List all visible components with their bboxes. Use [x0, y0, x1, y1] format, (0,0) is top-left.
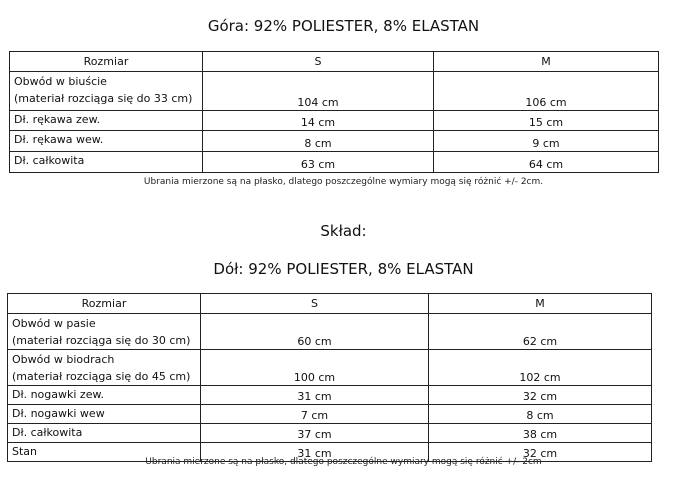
value-m	[429, 424, 652, 443]
row-label-line: Obwód w biodrach	[12, 353, 115, 366]
row-label	[10, 111, 203, 131]
table-row	[10, 152, 659, 173]
table-row	[10, 72, 659, 111]
bottom-size-table	[7, 293, 652, 462]
value-s	[203, 111, 434, 131]
value-m	[429, 405, 652, 424]
value-m-text: 8 cm	[526, 409, 554, 422]
value-s	[201, 424, 429, 443]
value-s-text: 8 cm	[304, 137, 332, 150]
table-header-row	[10, 52, 659, 72]
value-m-text: 9 cm	[532, 137, 560, 150]
header-size: Rozmiar	[10, 52, 203, 72]
top-size-table	[9, 51, 659, 173]
value-m	[434, 131, 659, 152]
value-s-text: 14 cm	[300, 116, 336, 129]
value-m	[434, 111, 659, 131]
row-label	[8, 386, 201, 405]
table-row	[8, 405, 652, 424]
value-m-text: 38 cm	[522, 428, 558, 441]
value-m-text: 106 cm	[525, 96, 567, 109]
value-m	[429, 386, 652, 405]
value-m-text: 64 cm	[528, 158, 564, 171]
value-s-text: 60 cm	[297, 335, 332, 348]
row-label-line: (materiał rozciąga się do 33 cm)	[14, 92, 193, 105]
row-label-line: Obwód w pasie	[12, 317, 96, 330]
value-s-text: 31 cm	[297, 447, 332, 460]
value-m-text: 32 cm	[522, 447, 558, 460]
section-title: Skład:	[320, 222, 367, 240]
table-header-row	[8, 294, 652, 314]
row-label-line: Obwód w biuście	[14, 75, 107, 88]
header-size: Rozmiar	[8, 294, 201, 314]
value-s	[203, 152, 434, 173]
row-label-line: (materiał rozciąga się do 30 cm)	[12, 334, 191, 347]
row-label	[8, 405, 201, 424]
value-s	[203, 72, 434, 111]
header-s: S	[201, 294, 429, 314]
value-s-text: 31 cm	[297, 390, 332, 403]
value-s	[203, 131, 434, 152]
header-m: M	[429, 294, 652, 314]
bottom-composition-title: Dół: 92% POLIESTER, 8% ELASTAN	[213, 260, 474, 278]
value-m	[434, 152, 659, 173]
row-label-line: Dł. całkowita	[12, 426, 83, 439]
row-label	[8, 424, 201, 443]
row-label-line: Dł. nogawki zew.	[12, 388, 104, 401]
header-m: M	[434, 52, 659, 72]
row-label-line: Dł. rękawa zew.	[14, 113, 101, 126]
row-label	[10, 72, 203, 111]
row-label-line: (materiał rozciąga się do 45 cm)	[12, 370, 191, 383]
table-row	[8, 424, 652, 443]
value-s	[201, 386, 429, 405]
value-s	[201, 350, 429, 386]
value-m-text: 15 cm	[528, 116, 564, 129]
row-label	[10, 152, 203, 173]
row-label	[8, 314, 201, 350]
row-label-line: Dł. nogawki wew	[12, 407, 105, 420]
table-row	[8, 314, 652, 350]
value-m	[429, 314, 652, 350]
value-m	[434, 72, 659, 111]
value-m-text: 102 cm	[519, 371, 561, 384]
table-row	[8, 386, 652, 405]
top-composition-title: Góra: 92% POLIESTER, 8% ELASTAN	[207, 17, 480, 35]
value-s	[201, 314, 429, 350]
value-s	[201, 405, 429, 424]
value-m-text: 32 cm	[522, 390, 558, 403]
table-row	[8, 350, 652, 386]
value-s-text: 100 cm	[293, 371, 336, 384]
row-label	[10, 131, 203, 152]
value-s-text: 7 cm	[300, 409, 329, 422]
value-m	[429, 350, 652, 386]
value-m-text: 62 cm	[522, 335, 558, 348]
table-row	[10, 111, 659, 131]
row-label-line: Stan	[12, 445, 38, 458]
row-label-line: Dł. całkowita	[14, 154, 85, 167]
value-s-text: 63 cm	[300, 158, 336, 171]
measurement-note: Ubrania mierzone są na płasko, dlatego poszczególne wymiary mogą się różnić +/- 2cm.	[143, 177, 544, 187]
measurement-note: Ubrania mierzone są na płasko, dlatego poszczególne wymiary mogą się różnić +/- 2cm	[145, 457, 542, 467]
value-s-text: 37 cm	[297, 428, 332, 441]
header-s: S	[203, 52, 434, 72]
row-label	[8, 350, 201, 386]
value-s-text: 104 cm	[297, 96, 339, 109]
row-label-line: Dł. rękawa wew.	[14, 133, 104, 146]
table-row	[10, 131, 659, 152]
